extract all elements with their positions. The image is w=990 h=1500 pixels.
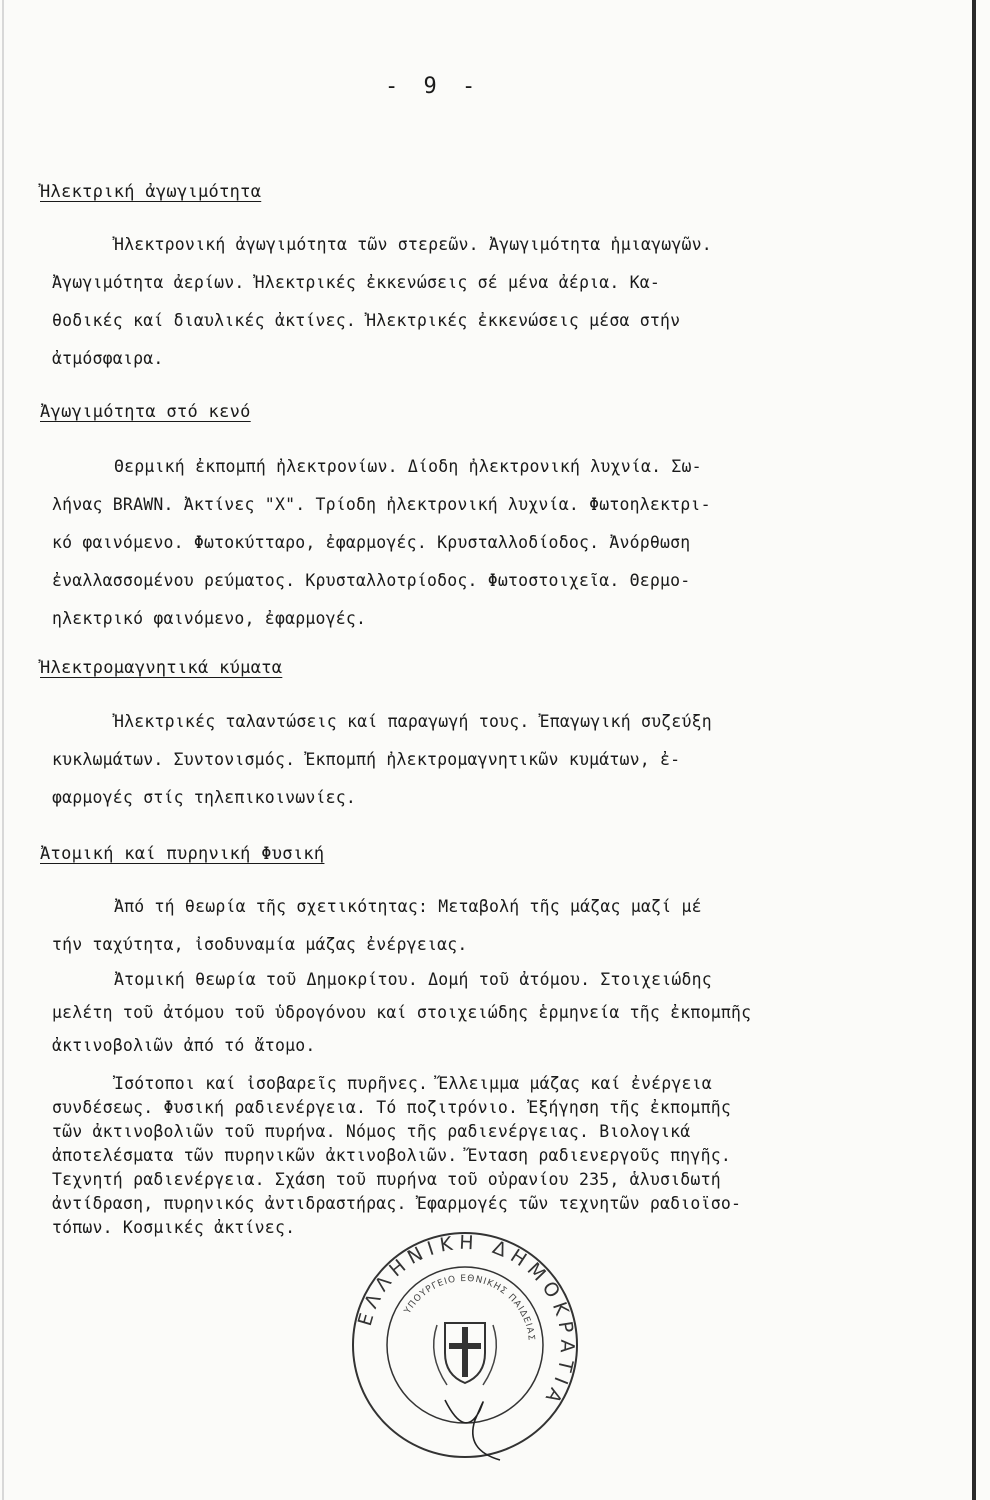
text-line: τῶν ἀκτινοβολιῶν τοῦ πυρήνα. Νόμος τῆς ραδιενέργειας. Βιολογικά	[52, 1122, 691, 1141]
text-line: Ἀπό τή θεωρία τῆς σχετικότητας: Μεταβολή τῆς μάζας μαζί μέ	[114, 897, 702, 916]
seal-inner-text: ΥΠΟΥΡΓΕΙΟ ΕΘΝΙΚΗΣ ΠΑΙΔΕΙΑΣ	[402, 1273, 536, 1342]
page-edge-left	[2, 0, 4, 1500]
text-line: Ἠλεκτρικές ταλαντώσεις καί παραγωγή τους. Ἐπαγωγική συζεύξη	[114, 712, 712, 731]
section-heading-electromagnetic-waves: Ἠλεκτρομαγνητικά κύματα	[40, 658, 283, 678]
section-body-electromagnetic-waves	[52, 703, 932, 817]
section-body-nuclear	[52, 1072, 932, 1240]
text-line: ἀποτελέσματα τῶν πυρηνικῶν ἀκτινοβολιῶν. Ἔνταση ραδιενεργοῦς πηγῆς.	[52, 1146, 731, 1165]
text-line: κυκλωμάτων. Συντονισμός. Ἐκπομπή ἠλεκτρομαγνητικῶν κυμάτων, ἐ-	[52, 750, 681, 769]
text-line: Ἀτομική θεωρία τοῦ Δημοκρίτου. Δομή τοῦ ἀτόμου. Στοιχειώδης	[114, 970, 712, 989]
official-seal-stamp	[345, 1225, 585, 1465]
text-line: ἀντίδραση, πυρηνικός ἀντιδραστήρας. Ἐφαρμογές τῶν τεχνητῶν ραδιοϊσο-	[52, 1194, 742, 1213]
text-line: Τεχνητή ραδιενέργεια. Σχάση τοῦ πυρήνα τοῦ οὐρανίου 235, ἁλυσιδωτή	[52, 1170, 721, 1189]
section-heading-electrical-conductivity: Ἠλεκτρική ἀγωγιμότητα	[40, 182, 262, 202]
seal-outer-text: ΕΛΛΗΝΙΚΗ ΔΗΜΟΚΡΑΤΙΑ	[353, 1231, 579, 1412]
signature-scribble	[445, 1400, 500, 1460]
text-line: τήν ταχύτητα, ἰσοδυναμία μάζας ἐνέργειας.	[52, 935, 468, 954]
text-line: ἀτμόσφαιρα.	[52, 349, 164, 368]
text-line: λήνας BRAWN. Ἀκτίνες "X". Τρίοδη ἠλεκτρονική λυχνία. Φωτοηλεκτρι-	[52, 495, 711, 514]
section-heading-vacuum-conductivity: Ἀγωγιμότητα στό κενό	[40, 402, 251, 422]
text-line: Ἰσότοποι καί ἰσοβαρεῖς πυρῆνες. Ἔλλειμμα μάζας καί ἐνέργεια	[114, 1074, 712, 1093]
text-line: συνδέσεως. Φυσική ραδιενέργεια. Τό ποζιτρόνιο. Ἐξήγηση τῆς ἐκπομπῆς	[52, 1098, 731, 1117]
text-line: τόπων. Κοσμικές ἀκτίνες.	[52, 1218, 296, 1237]
text-line: μελέτη τοῦ ἀτόμου τοῦ ὑδρογόνου καί στοιχειώδης ἑρμηνεία τῆς ἐκπομπῆς	[52, 1003, 752, 1022]
section-body-atomic-theory	[52, 963, 932, 1062]
text-line: Θερμική ἐκπομπή ἠλεκτρονίων. Δίοδη ἠλεκτρονική λυχνία. Σω-	[114, 457, 702, 476]
text-line: ἐναλλασσομένου ρεύματος. Κρυσταλλοτρίοδος. Φωτοστοιχεῖα. Θερμο-	[52, 571, 691, 590]
text-line: ἀκτινοβολιῶν ἀπό τό ἄτομο.	[52, 1036, 316, 1055]
page-number: - 9 -	[385, 74, 482, 99]
text-line: Ἀγωγιμότητα ἀερίων. Ἠλεκτρικές ἐκκενώσεις σέ μένα ἀέρια. Κα-	[52, 273, 661, 292]
section-body-vacuum-conductivity	[52, 448, 932, 638]
text-line: κό φαινόμενο. Φωτοκύτταρο, ἐφαρμογές. Κρυσταλλοδίοδος. Ἀνόρθωση	[52, 533, 691, 552]
section-heading-atomic-nuclear-physics: Ἀτομική καί πυρηνική Φυσική	[40, 844, 325, 864]
text-line: φαρμογές στίς τηλεπικοινωνίες.	[52, 788, 357, 807]
text-line: θοδικές καί διαυλικές ἀκτίνες. Ἠλεκτρικές ἐκκενώσεις μέσα στήν	[52, 311, 681, 330]
coat-of-arms-icon	[434, 1323, 497, 1385]
section-body-relativity	[52, 888, 932, 964]
section-body-electrical-conductivity	[52, 226, 932, 378]
text-line: Ἠλεκτρονική ἀγωγιμότητα τῶν στερεῶν. Ἀγωγιμότητα ἡμιαγωγῶν.	[114, 235, 712, 254]
page-edge-right	[972, 0, 976, 1500]
text-line: ηλεκτρικό φαινόμενο, ἐφαρμογές.	[52, 609, 367, 628]
